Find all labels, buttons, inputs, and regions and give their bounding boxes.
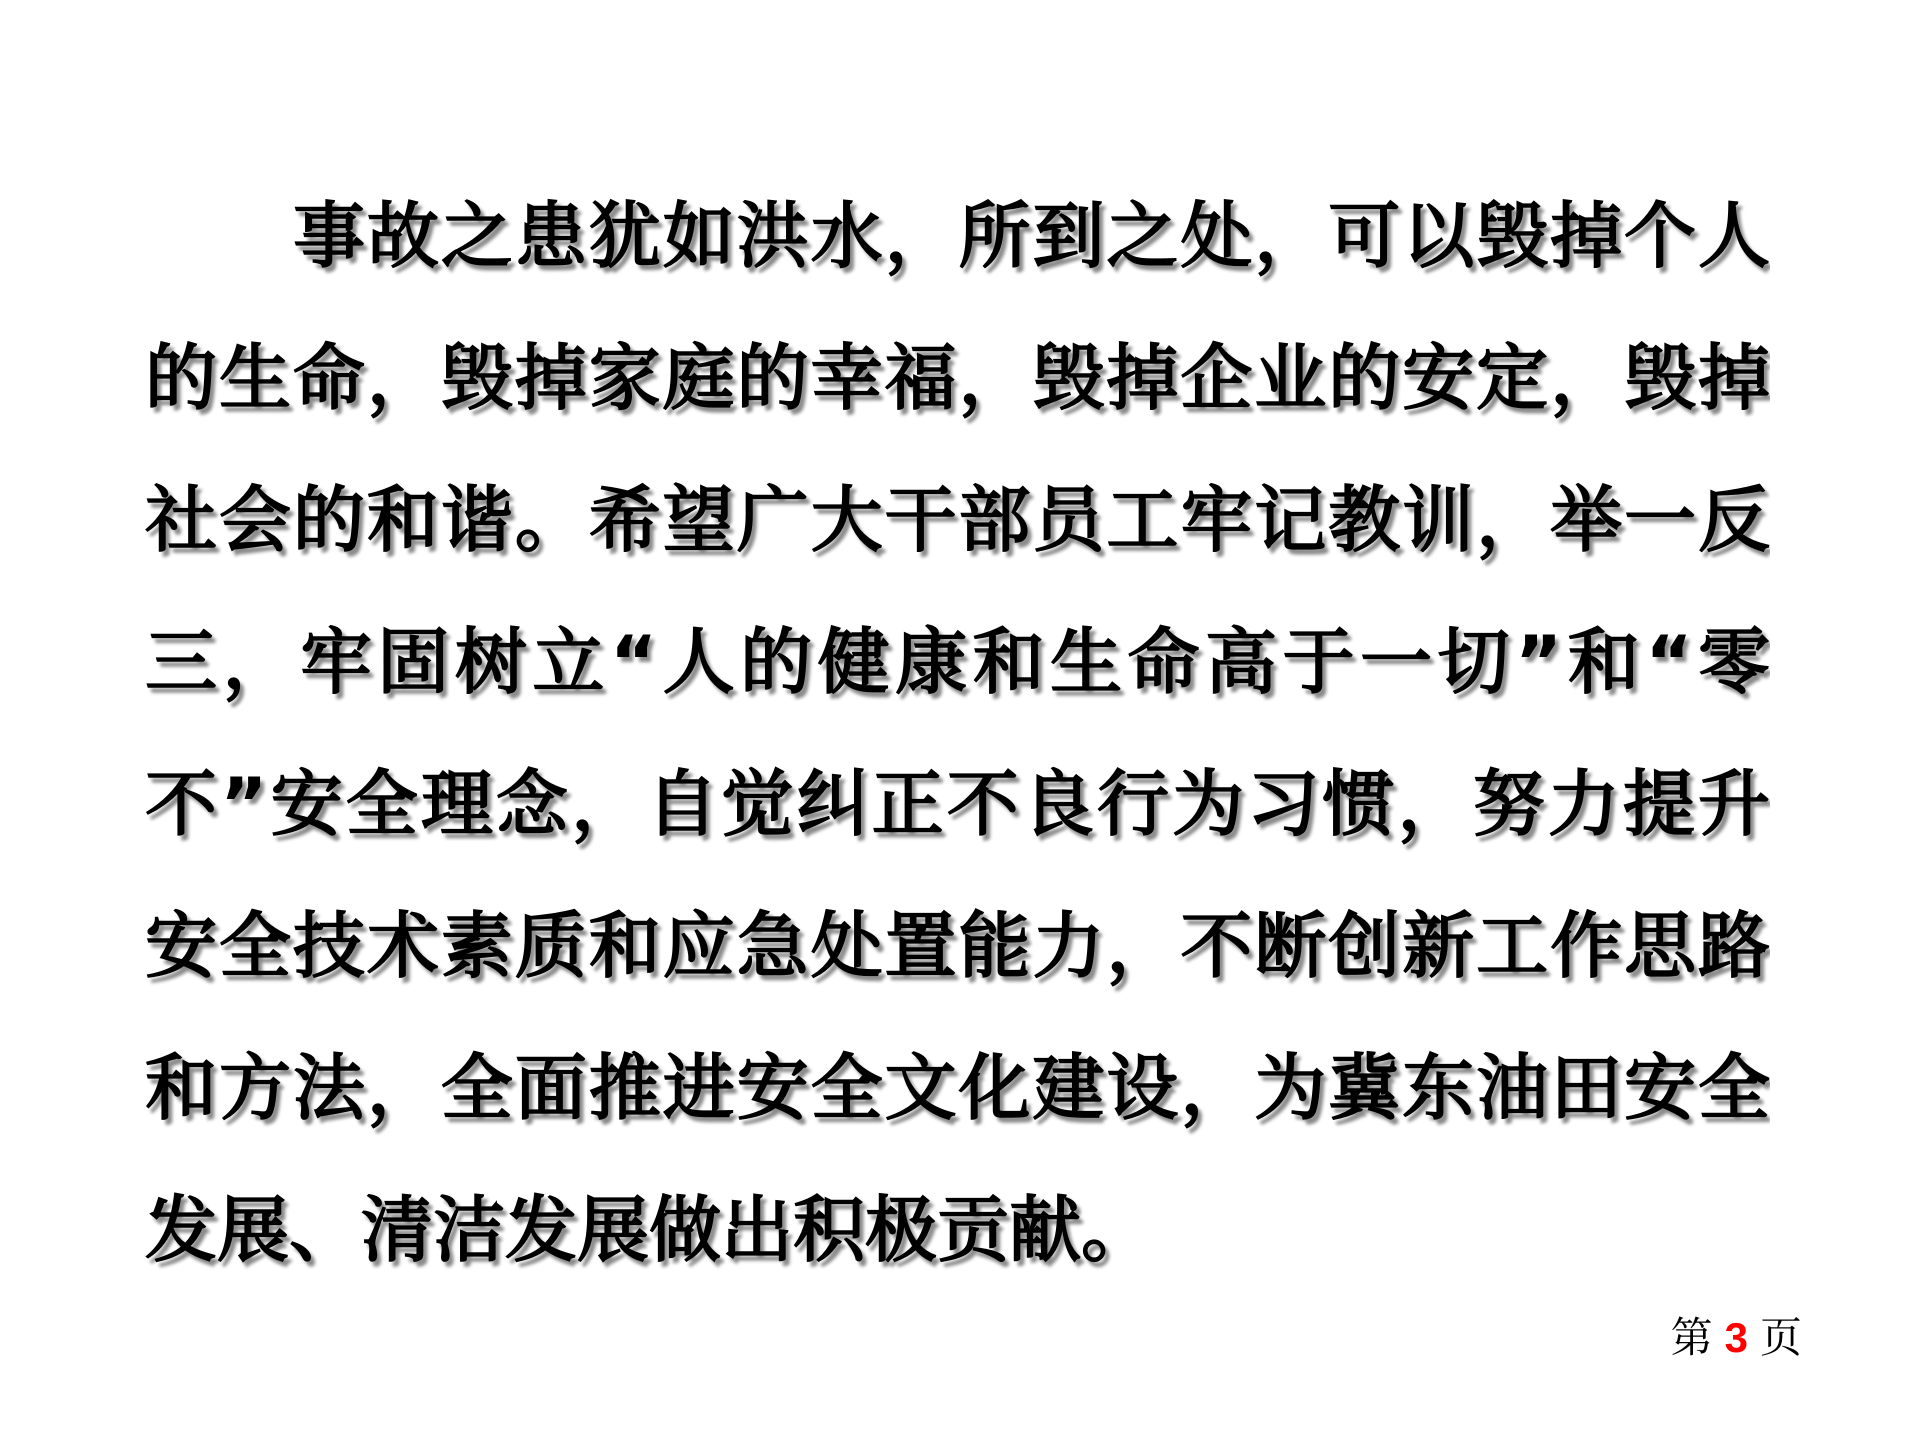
text-line: 安全技术素质和应急处置能力，不断创新工作思路 bbox=[145, 904, 1770, 988]
text-line: 三，牢固树立“人的健康和生命高于一切”和“零 bbox=[145, 620, 1770, 704]
text-line: 不”安全理念，自觉纠正不良行为习惯，努力提升 bbox=[145, 762, 1770, 846]
text-line: 和方法，全面推进安全文化建设，为冀东油田安全 bbox=[145, 1046, 1770, 1130]
text-line: 社会的和谐。希望广大干部员工牢记教训，举一反 bbox=[145, 478, 1770, 562]
text-line: 发展、清洁发展做出积极贡献。 bbox=[145, 1188, 1154, 1272]
page-footer bbox=[1670, 1314, 1802, 1362]
page-label-suffix: 页 bbox=[1759, 1316, 1802, 1362]
text-line: 事故之患犹如洪水，所到之处，可以毁掉个人 bbox=[293, 194, 1770, 278]
text-line: 的生命，毁掉家庭的幸福，毁掉企业的安定，毁掉 bbox=[145, 336, 1770, 420]
page-label-prefix: 第 bbox=[1670, 1316, 1713, 1362]
body-text-block bbox=[145, 165, 1770, 1301]
page-number: 3 bbox=[1724, 1314, 1748, 1361]
